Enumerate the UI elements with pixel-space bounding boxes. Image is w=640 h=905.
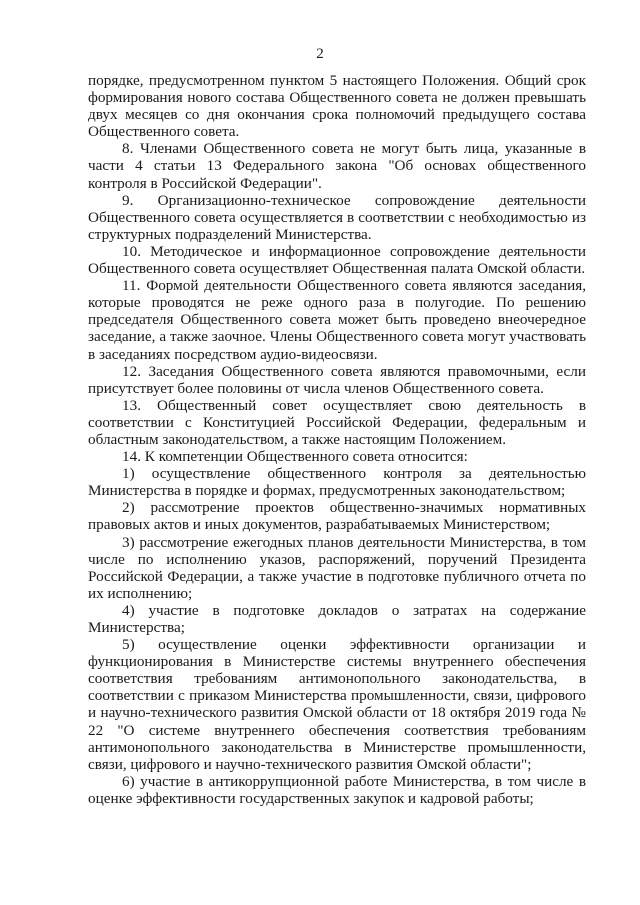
competence-item-3: 3) рассмотрение ежегодных планов деятельности Министерства, в том числе по исполнению указов, распоряжений, поручений Президента Российской Федерации, а также участие в подготовке публичного отчета по их исполнению; — [88, 533, 586, 602]
competence-item-5: 5) осуществление оценки эффективности организации и функционирования в Министерстве системы внутреннего обеспечения соответствия требованиям антимонопольного законодательства, в соответствии с приказом Министерства промышленности, связи, цифрового и научно-технического развития Омской области от 18 октября 2019 года № 22 "О системе внутреннего обеспечения соответствия требованиям антимонопольного законодательства в Министерстве промышленности, связи, цифрового и научно-технического развития Омской области"; — [88, 636, 586, 773]
document-body — [88, 72, 586, 807]
competence-item-1: 1) осуществление общественного контроля за деятельностью Министерства в порядке и формах, предусмотренных законодательством; — [88, 465, 586, 500]
paragraph-continuation: порядке, предусмотренном пунктом 5 настоящего Положения. Общий срок формирования нового состава Общественного совета не должен превышать двух месяцев со дня окончания срока полномочий предыдущего состава Общественного совета. — [88, 72, 586, 141]
competence-item-6: 6) участие в антикоррупционной работе Министерства, в том числе в оценке эффективности государственных закупок и кадровой работы; — [88, 772, 586, 807]
paragraph-9: 9. Организационно-техническое сопровождение деятельности Общественного совета осуществляется в соответствии с необходимостью из структурных подразделений Министерства. — [88, 191, 586, 243]
competence-item-4: 4) участие в подготовке докладов о затратах на содержание Министерства; — [88, 601, 586, 636]
paragraph-14: 14. К компетенции Общественного совета относится: — [122, 448, 468, 466]
competence-item-2: 2) рассмотрение проектов общественно-значимых нормативных правовых актов и иных документов, разрабатываемых Министерством; — [88, 499, 586, 534]
paragraph-8: 8. Членами Общественного совета не могут быть лица, указанные в части 4 статьи 13 Федерального закона "Об основах общественного контроля в Российской Федерации". — [88, 140, 586, 192]
paragraph-13: 13. Общественный совет осуществляет свою деятельность в соответствии с Конституцией Российской Федерации, федеральным и областным законодательством, а также настоящим Положением. — [88, 396, 586, 448]
paragraph-10: 10. Методическое и информационное сопровождение деятельности Общественного совета осуществляет Общественная палата Омской области. — [88, 242, 586, 278]
paragraph-12: 12. Заседания Общественного совета являются правомочными, если присутствует более половины от числа членов Общественного совета. — [88, 362, 586, 397]
paragraph-11: 11. Формой деятельности Общественного совета являются заседания, которые проводятся не реже одного раза в полугодие. По решению председателя Общественного совета может быть проведено внеочередное заседание, а также заочное. Члены Общественного совета могут участвовать в заседаниях посредством аудио-видеосвязи. — [88, 277, 586, 363]
page-number: 2 — [316, 46, 324, 62]
